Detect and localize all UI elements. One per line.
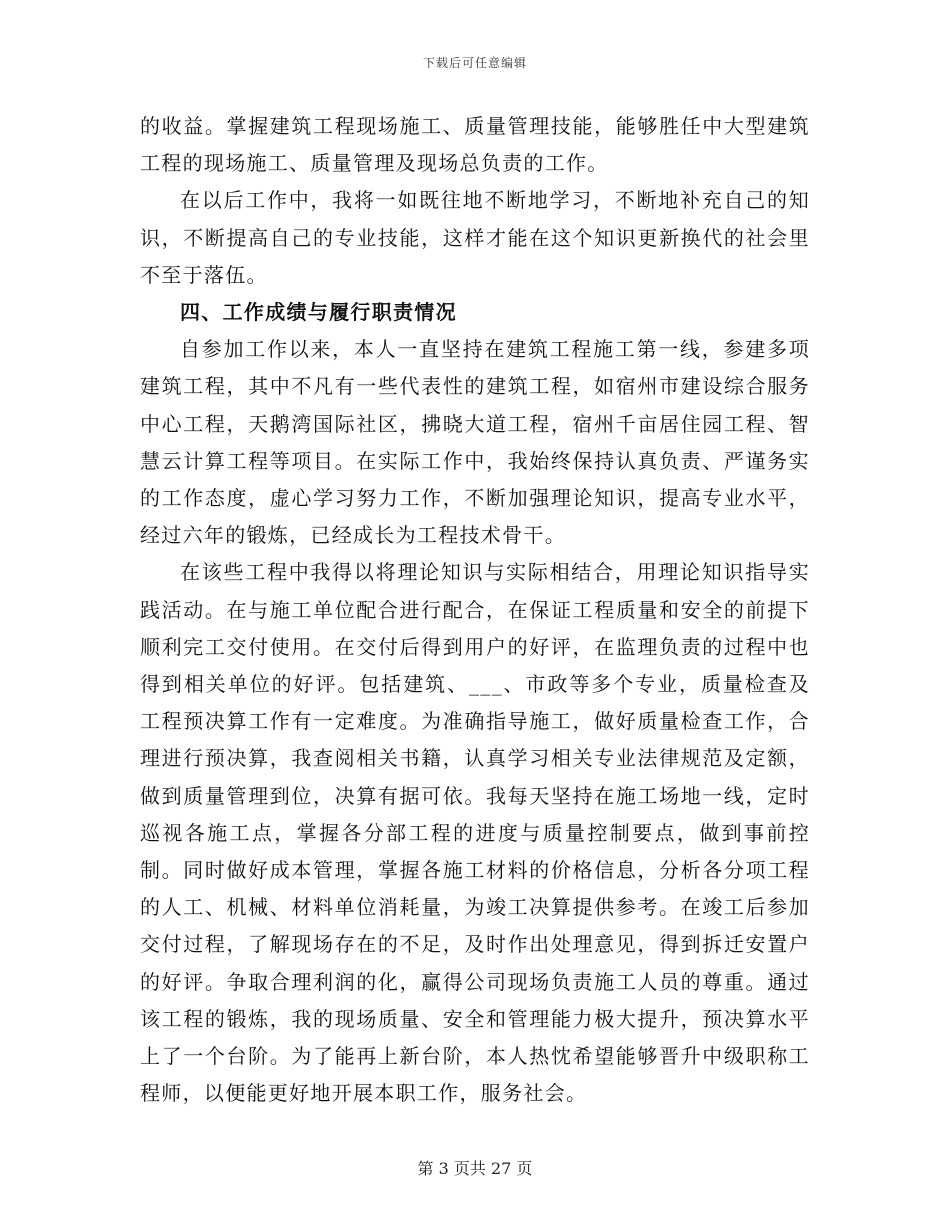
- paragraph-continuation: 的收益。掌握建筑工程现场施工、质量管理技能，能够胜任中大型建筑工程的现场施工、质量管理及现场总负责的工作。: [140, 114, 810, 176]
- section-heading: 四、工作成绩与履行职责情况: [180, 300, 457, 325]
- page-footer: 第 3 页共 27 页: [417, 1159, 533, 1178]
- page-header: 下载后可任意编辑: [422, 56, 527, 70]
- paragraph-work-experience: 自参加工作以来，本人一直坚持在建筑工程施工第一线，参建多项建筑工程，其中不凡有一些代表性的建筑工程，如宿州市建设综合服务中心工程，天鹅湾国际社区，拂晓大道工程，宿州千亩居住园工程、智慧云计算工程等项目。在实际工作中，我始终保持认真负责、严谨务实的工作态度，虚心学习努力工作，不断加强理论知识，提高专业水平，经过六年的锻炼，已经成长为工程技术骨干。: [140, 337, 810, 548]
- document-body: [140, 108, 810, 1112]
- paragraph-achievements: 在该些工程中我得以将理论知识与实际相结合，用理论知识指导实践活动。在与施工单位配合进行配合，在保证工程质量和安全的前提下顺利完工交付使用。在交付后得到用户的好评，在监理负责的过程中也得到相关单位的好评。包括建筑、___、市政等多个专业，质量检查及工程预决算工作有一定难度。为准确指导施工，做好质量检查工作，合理进行预决算，我查阅相关书籍，认真学习相关专业法律规范及定额，做到质量管理到位，决算有据可依。我每天坚持在施工场地一线，定时巡视各施工点，掌握各分部工程的进度与质量控制要点，做到事前控制。同时做好成本管理，掌握各施工材料的价格信息，分析各分项工程的人工、机械、材料单位消耗量，为竣工决算提供参考。在竣工后参加交付过程，了解现场存在的不足，及时作出处理意见，得到拆迁安置户的好评。争取合理利润的化，赢得公司现场负责施工人员的尊重。通过该工程的锻炼，我的现场质量、安全和管理能力极大提升，预决算水平上了一个台阶。为了能再上新台阶，本人热忱希望能够晋升中级职称工程师，以便能更好地开展本职工作，服务社会。: [140, 560, 810, 1106]
- paragraph-future-study: 在以后工作中，我将一如既往地不断地学习，不断地补充自己的知识，不断提高自己的专业技能，这样才能在这个知识更新换代的社会里不至于落伍。: [140, 188, 810, 287]
